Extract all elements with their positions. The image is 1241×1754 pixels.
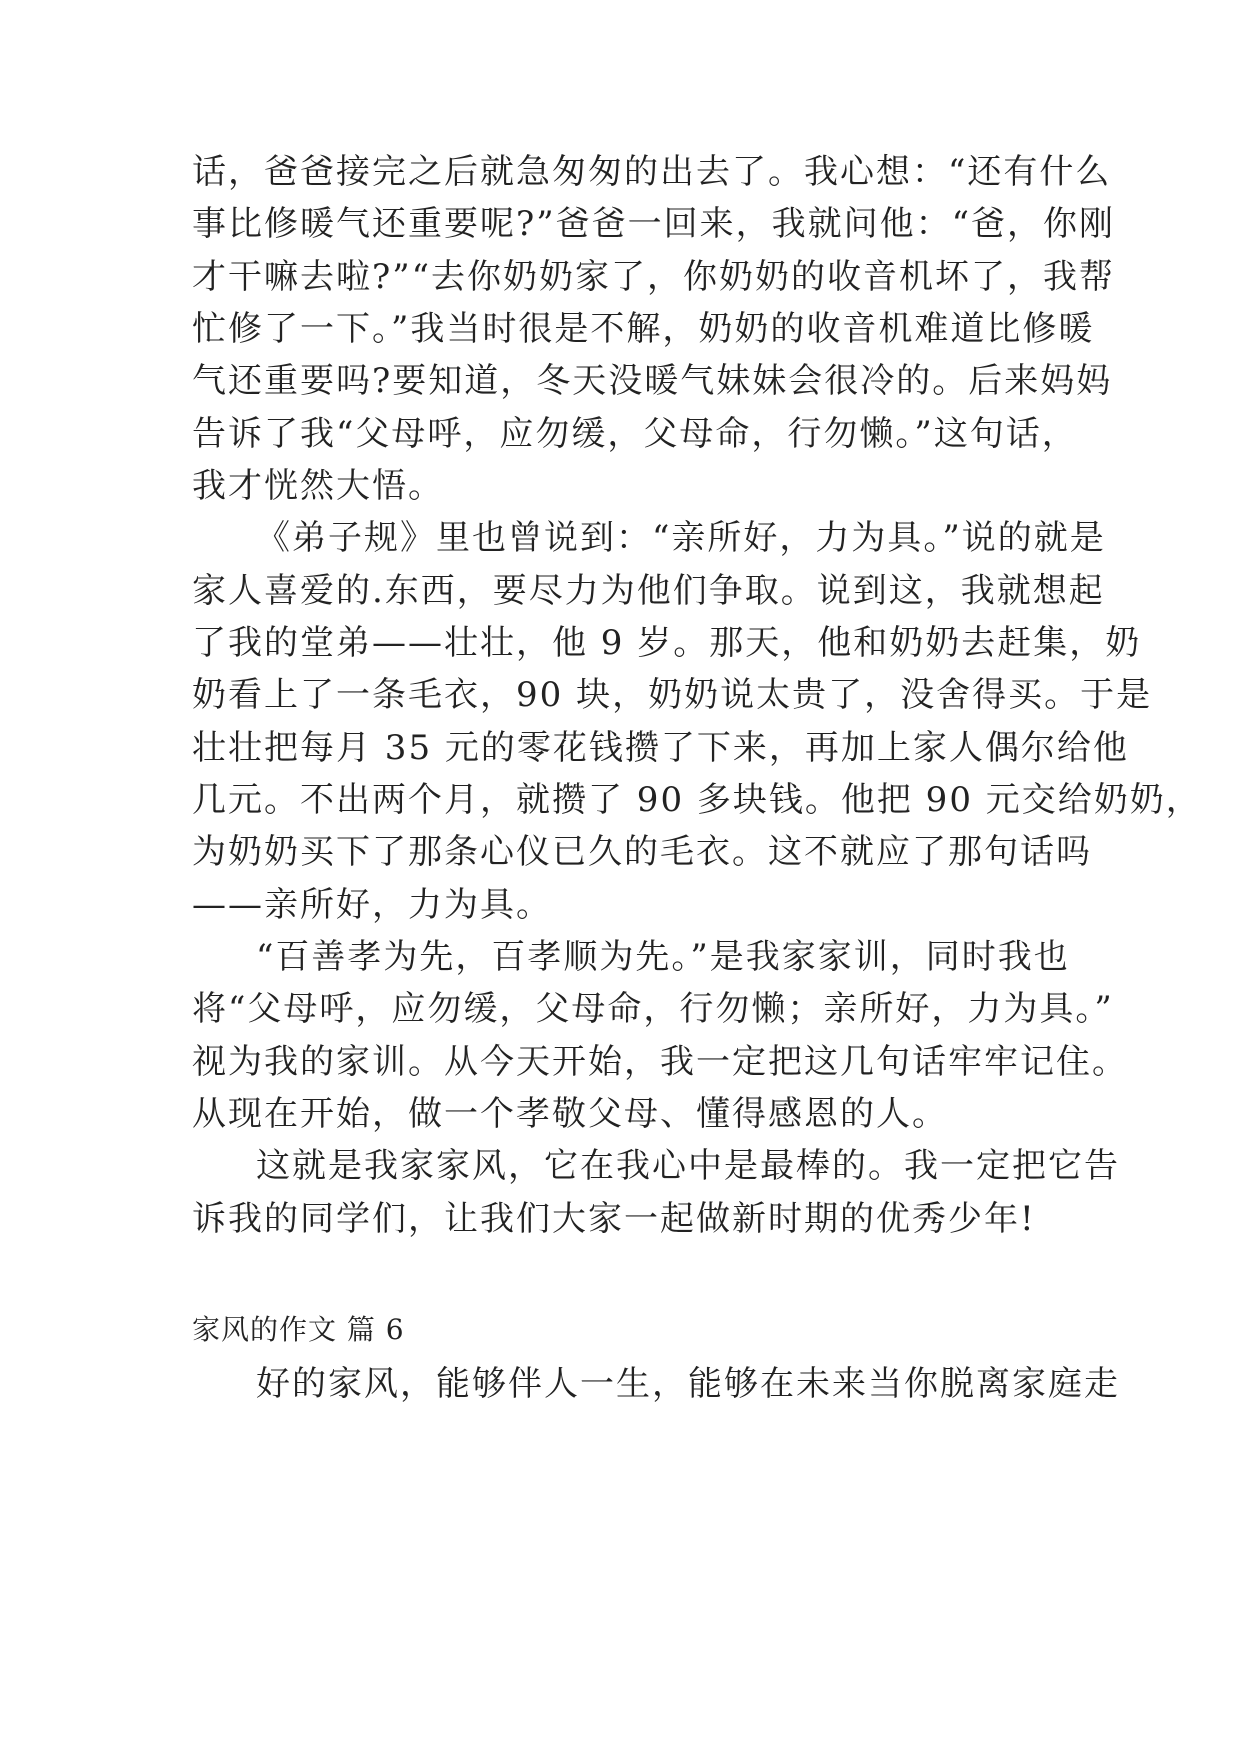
text-line: 视为我的家训。从今天开始，我一定把这几句话牢牢记住。 bbox=[192, 1042, 1128, 1082]
text-line: 忙修了一下。”我当时很是不解，奶奶的收音机难道比修暖 bbox=[192, 309, 1095, 349]
text-line: 事比修暖气还重要呢?”爸爸一回来，我就问他：“爸，你刚 bbox=[192, 204, 1115, 244]
text-line: 气还重要吗?要知道，冬天没暖气妹妹会很冷的。后来妈妈 bbox=[192, 361, 1113, 401]
text-line: 奶看上了一条毛衣，90 块，奶奶说太贵了，没舍得买。于是 bbox=[192, 675, 1153, 715]
text-line: 这就是我家家风，它在我心中是最棒的。我一定把它告 bbox=[256, 1146, 1120, 1186]
text-line: 为奶奶买下了那条心仪已久的毛衣。这不就应了那句话吗 bbox=[192, 832, 1092, 872]
text-line: 将“父母呼，应勿缓，父母命，行勿懒；亲所好，力为具。” bbox=[192, 989, 1114, 1029]
text-line: ——亲所好，力为具。 bbox=[192, 885, 552, 925]
text-line: 几元。不出两个月，就攒了 90 多块钱。他把 90 元交给奶奶， bbox=[192, 780, 1202, 820]
text-line: 好的家风，能够伴人一生，能够在未来当你脱离家庭走 bbox=[256, 1364, 1120, 1404]
text-line: 我才恍然大悟。 bbox=[192, 466, 444, 506]
section-title: 家风的作文 篇 6 bbox=[192, 1313, 405, 1346]
text-line: 告诉了我“父母呼，应勿缓，父母命，行勿懒。”这句话， bbox=[192, 414, 1078, 454]
text-line: 了我的堂弟——壮壮，他 9 岁。那天，他和奶奶去赶集，奶 bbox=[192, 623, 1142, 663]
text-line: 家人喜爱的.东西，要尽力为他们争取。说到这，我就想起 bbox=[192, 571, 1105, 611]
text-line: “百善孝为先，百孝顺为先。”是我家家训，同时我也 bbox=[256, 937, 1070, 977]
text-line: 诉我的同学们，让我们大家一起做新时期的优秀少年! bbox=[192, 1199, 1036, 1239]
text-line: 从现在开始，做一个孝敬父母、懂得感恩的人。 bbox=[192, 1094, 948, 1134]
text-line: 壮壮把每月 35 元的零花钱攒了下来，再加上家人偶尔给他 bbox=[192, 728, 1129, 768]
text-line: 话，爸爸接完之后就急匆匆的出去了。我心想：“还有什么 bbox=[192, 152, 1112, 192]
text-line: 《弟子规》里也曾说到：“亲所好，力为具。”说的就是 bbox=[256, 518, 1106, 558]
text-line: 才干嘛去啦?”“去你奶奶家了，你奶奶的收音机坏了，我帮 bbox=[192, 257, 1115, 297]
